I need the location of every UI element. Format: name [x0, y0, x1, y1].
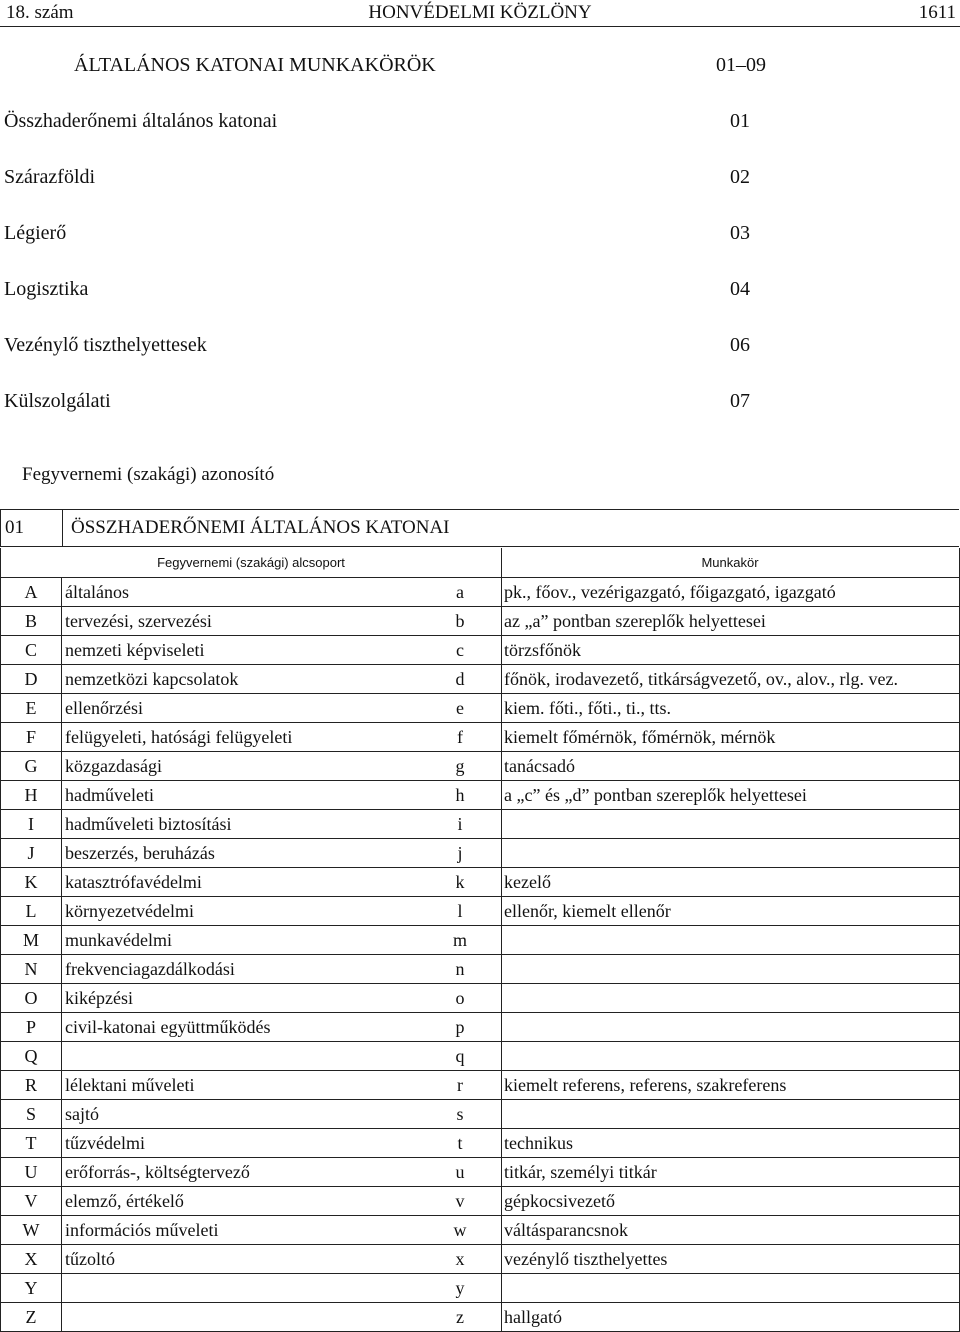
subgroup-name: tűzvédelmi — [65, 1133, 145, 1153]
subgroup-name: beszerzés, beruházás — [65, 843, 215, 863]
divider — [61, 1274, 62, 1302]
group-row — [4, 222, 960, 252]
divider — [61, 1303, 62, 1331]
subgroup-letter: I — [28, 814, 34, 834]
divider — [501, 1100, 502, 1128]
job-letter: b — [455, 611, 465, 631]
group-name: Légierő — [4, 222, 67, 244]
subgroup-letter: W — [22, 1220, 40, 1240]
table-row — [1, 578, 959, 607]
table-row — [1, 1129, 959, 1158]
journal-title: HONVÉDELMI KÖZLÖNY — [368, 2, 592, 23]
divider — [61, 1158, 62, 1186]
divider — [501, 1245, 502, 1273]
job-title: kiem. főti., főti., ti., tts. — [504, 698, 671, 718]
table-row — [1, 1158, 959, 1187]
fegyvernemi-label: Fegyvernemi (szakági) azonosító — [22, 464, 275, 485]
table-01-header — [0, 509, 959, 547]
group-name: Külszolgálati — [4, 390, 111, 412]
subgroup-name: erőforrás-, költségtervező — [65, 1162, 250, 1182]
group-name: Logisztika — [4, 278, 89, 300]
divider — [61, 1216, 62, 1244]
job-letter: x — [455, 1249, 465, 1269]
job-title: az „a” pontban szereplők helyettesei — [504, 611, 766, 631]
divider — [61, 1245, 62, 1273]
job-title: törzsfőnök — [504, 640, 581, 660]
subgroup-name: nemzeti képviseleti — [65, 640, 205, 660]
divider — [501, 1216, 502, 1244]
job-title: kiemelt főmérnök, főmérnök, mérnök — [504, 727, 776, 747]
group-row — [4, 166, 960, 196]
job-letter: s — [456, 1104, 464, 1124]
job-letter: k — [455, 872, 465, 892]
table-row — [1, 868, 959, 897]
table-row — [1, 636, 959, 665]
table-row — [1, 1274, 959, 1303]
group-code: 02 — [730, 166, 750, 188]
job-title: pk., főov., vezérigazgató, főigazgató, igazgató — [504, 582, 836, 602]
subgroup-letter: Y — [24, 1278, 38, 1298]
divider — [61, 926, 62, 954]
job-letter: q — [455, 1046, 465, 1066]
job-title: technikus — [504, 1133, 573, 1153]
job-letter: a — [456, 582, 464, 602]
divider — [501, 926, 502, 954]
divider — [61, 752, 62, 780]
divider — [61, 1013, 62, 1041]
job-letter: t — [457, 1133, 463, 1153]
divider — [61, 694, 62, 722]
divider — [501, 1303, 502, 1331]
divider — [61, 781, 62, 809]
divider — [501, 897, 502, 925]
page-header — [0, 0, 960, 27]
table-01-name: ÖSSZHADERŐNEMI ÁLTALÁNOS KATONAI — [71, 517, 450, 538]
table-row — [1, 1187, 959, 1216]
job-letter: y — [455, 1278, 465, 1298]
section-title: ÁLTALÁNOS KATONAI MUNKAKÖRÖK — [74, 54, 436, 76]
subgroup-letter: B — [24, 611, 37, 631]
job-letter: z — [456, 1307, 464, 1327]
subgroup-name: sajtó — [65, 1104, 99, 1124]
table-row — [1, 897, 959, 926]
divider — [501, 955, 502, 983]
divider — [61, 1100, 62, 1128]
job-letter: p — [455, 1017, 465, 1037]
table-row — [1, 926, 959, 955]
subgroup-letter: A — [24, 582, 38, 602]
subgroup-name: információs műveleti — [65, 1220, 219, 1240]
subgroup-name: ellenőrzési — [65, 698, 143, 718]
subgroup-name: általános — [65, 582, 129, 602]
table-row — [1, 955, 959, 984]
page-number: 1611 — [918, 2, 956, 23]
table-row — [1, 752, 959, 781]
job-title: hallgató — [504, 1307, 562, 1327]
group-name: Összhaderőnemi általános katonai — [4, 110, 278, 132]
subgroup-letter: N — [24, 959, 38, 979]
table-row — [1, 1245, 959, 1274]
divider — [61, 723, 62, 751]
group-name: Szárazföldi — [4, 166, 96, 188]
divider — [501, 607, 502, 635]
column-header-subgroup: Fegyvernemi (szakági) alcsoport — [157, 555, 345, 570]
issue-number: 18. szám — [6, 2, 74, 23]
divider — [61, 1042, 62, 1070]
job-letter: d — [455, 669, 465, 689]
subgroup-name: elemző, értékelő — [65, 1191, 184, 1211]
subgroup-letter: D — [24, 669, 38, 689]
divider — [61, 810, 62, 838]
group-code: 03 — [730, 222, 750, 244]
job-letter: j — [457, 843, 463, 863]
divider — [61, 1071, 62, 1099]
divider — [501, 1042, 502, 1070]
subgroup-letter: R — [24, 1075, 37, 1095]
subgroup-name: közgazdasági — [65, 756, 162, 776]
group-row — [4, 278, 960, 308]
group-row — [4, 110, 960, 140]
job-title: vezénylő tiszthelyettes — [504, 1249, 668, 1269]
divider — [501, 1013, 502, 1041]
divider — [61, 1129, 62, 1157]
table-row — [1, 694, 959, 723]
subgroup-letter: H — [24, 785, 38, 805]
table-01-code: 01 — [5, 517, 24, 538]
subgroup-name: hadműveleti biztosítási — [65, 814, 232, 834]
divider — [61, 839, 62, 867]
subgroup-letter: L — [25, 901, 37, 921]
divider — [501, 984, 502, 1012]
group-code: 01 — [730, 110, 750, 132]
table-row — [1, 1013, 959, 1042]
table-row — [1, 723, 959, 752]
subgroup-name: tűzoltó — [65, 1249, 115, 1269]
divider — [501, 810, 502, 838]
table-header-row — [1, 548, 959, 578]
subgroup-name: frekvenciagazdálkodási — [65, 959, 235, 979]
group-code: 06 — [730, 334, 750, 356]
job-letter: e — [456, 698, 464, 718]
job-letter: l — [457, 901, 463, 921]
divider — [501, 868, 502, 896]
table-row — [1, 607, 959, 636]
job-letter: u — [455, 1162, 465, 1182]
divider — [501, 694, 502, 722]
job-title: főnök, irodavezető, titkárságvezető, ov., alov., rlg. vez. — [504, 669, 899, 689]
divider — [61, 868, 62, 896]
subgroup-name: munkavédelmi — [65, 930, 172, 950]
job-letter: h — [455, 785, 465, 805]
subgroup-name: civil-katonai együttműködés — [65, 1017, 271, 1037]
divider — [61, 665, 62, 693]
job-letter: v — [455, 1191, 465, 1211]
divider — [501, 781, 502, 809]
divider — [501, 1187, 502, 1215]
job-title: kiemelt referens, referens, szakreferens — [504, 1075, 787, 1095]
job-letter: i — [457, 814, 463, 834]
job-letter: m — [452, 930, 467, 950]
divider — [501, 665, 502, 693]
subgroup-letter: Q — [24, 1046, 38, 1066]
table-row — [1, 1071, 959, 1100]
divider — [61, 607, 62, 635]
section-code: 01–09 — [716, 54, 766, 76]
divider — [61, 984, 62, 1012]
divider — [61, 897, 62, 925]
subgroup-letter: J — [27, 843, 35, 863]
table-row — [1, 1042, 959, 1071]
divider — [501, 839, 502, 867]
divider — [501, 752, 502, 780]
job-letter: o — [455, 988, 465, 1008]
column-header-job: Munkakör — [701, 555, 759, 570]
divider — [501, 1158, 502, 1186]
subgroup-letter: F — [25, 727, 36, 747]
job-code-table — [0, 548, 960, 1332]
subgroup-letter: T — [25, 1133, 37, 1153]
subgroup-letter: E — [25, 698, 37, 718]
divider — [61, 636, 62, 664]
divider — [501, 1274, 502, 1302]
table-row — [1, 665, 959, 694]
job-letter: r — [457, 1075, 463, 1095]
subgroup-name: környezetvédelmi — [65, 901, 194, 921]
divider — [62, 510, 63, 546]
subgroup-letter: V — [24, 1191, 38, 1211]
job-letter: g — [455, 756, 465, 776]
group-row — [4, 334, 960, 364]
group-code: 04 — [730, 278, 750, 300]
divider — [61, 1187, 62, 1215]
subgroup-letter: G — [24, 756, 38, 776]
job-title: váltásparancsnok — [504, 1220, 628, 1240]
table-row — [1, 781, 959, 810]
job-letter: w — [453, 1220, 467, 1240]
job-letter: c — [456, 640, 464, 660]
job-title: tanácsadó — [504, 756, 575, 776]
table-row — [1, 984, 959, 1013]
divider — [61, 955, 62, 983]
divider — [501, 1071, 502, 1099]
divider — [501, 723, 502, 751]
job-title: a „c” és „d” pontban szereplők helyettesei — [504, 785, 807, 805]
job-title: kezelő — [504, 872, 551, 892]
subgroup-letter: Z — [25, 1307, 37, 1327]
table-row — [1, 1303, 959, 1332]
subgroup-letter: U — [24, 1162, 38, 1182]
job-title: gépkocsivezető — [504, 1191, 615, 1211]
subgroup-name: felügyeleti, hatósági felügyeleti — [65, 727, 293, 747]
divider — [501, 578, 502, 606]
job-title: titkár, személyi titkár — [504, 1162, 657, 1182]
divider — [61, 578, 62, 606]
subgroup-letter: S — [25, 1104, 36, 1124]
subgroup-name: kiképzési — [65, 988, 133, 1008]
subgroup-letter: K — [24, 872, 38, 892]
subgroup-letter: X — [24, 1249, 38, 1269]
subgroup-name: lélektani műveleti — [65, 1075, 195, 1095]
job-title: ellenőr, kiemelt ellenőr — [504, 901, 671, 921]
subgroup-letter: P — [25, 1017, 36, 1037]
subgroup-letter: M — [22, 930, 39, 950]
subgroup-letter: C — [24, 640, 37, 660]
subgroup-name: katasztrófavédelmi — [65, 872, 202, 892]
subgroup-letter: O — [24, 988, 38, 1008]
subgroup-name: nemzetközi kapcsolatok — [65, 669, 239, 689]
subgroup-name: hadműveleti — [65, 785, 154, 805]
divider — [501, 1129, 502, 1157]
table-row — [1, 839, 959, 868]
divider — [501, 636, 502, 664]
group-row — [4, 390, 960, 420]
job-letter: n — [455, 959, 465, 979]
table-row — [1, 810, 959, 839]
group-code: 07 — [730, 390, 750, 412]
group-name: Vezénylő tiszthelyettesek — [4, 334, 207, 356]
table-row — [1, 1216, 959, 1245]
table-row — [1, 1100, 959, 1129]
subgroup-name: tervezési, szervezési — [65, 611, 212, 631]
job-letter: f — [457, 727, 463, 747]
